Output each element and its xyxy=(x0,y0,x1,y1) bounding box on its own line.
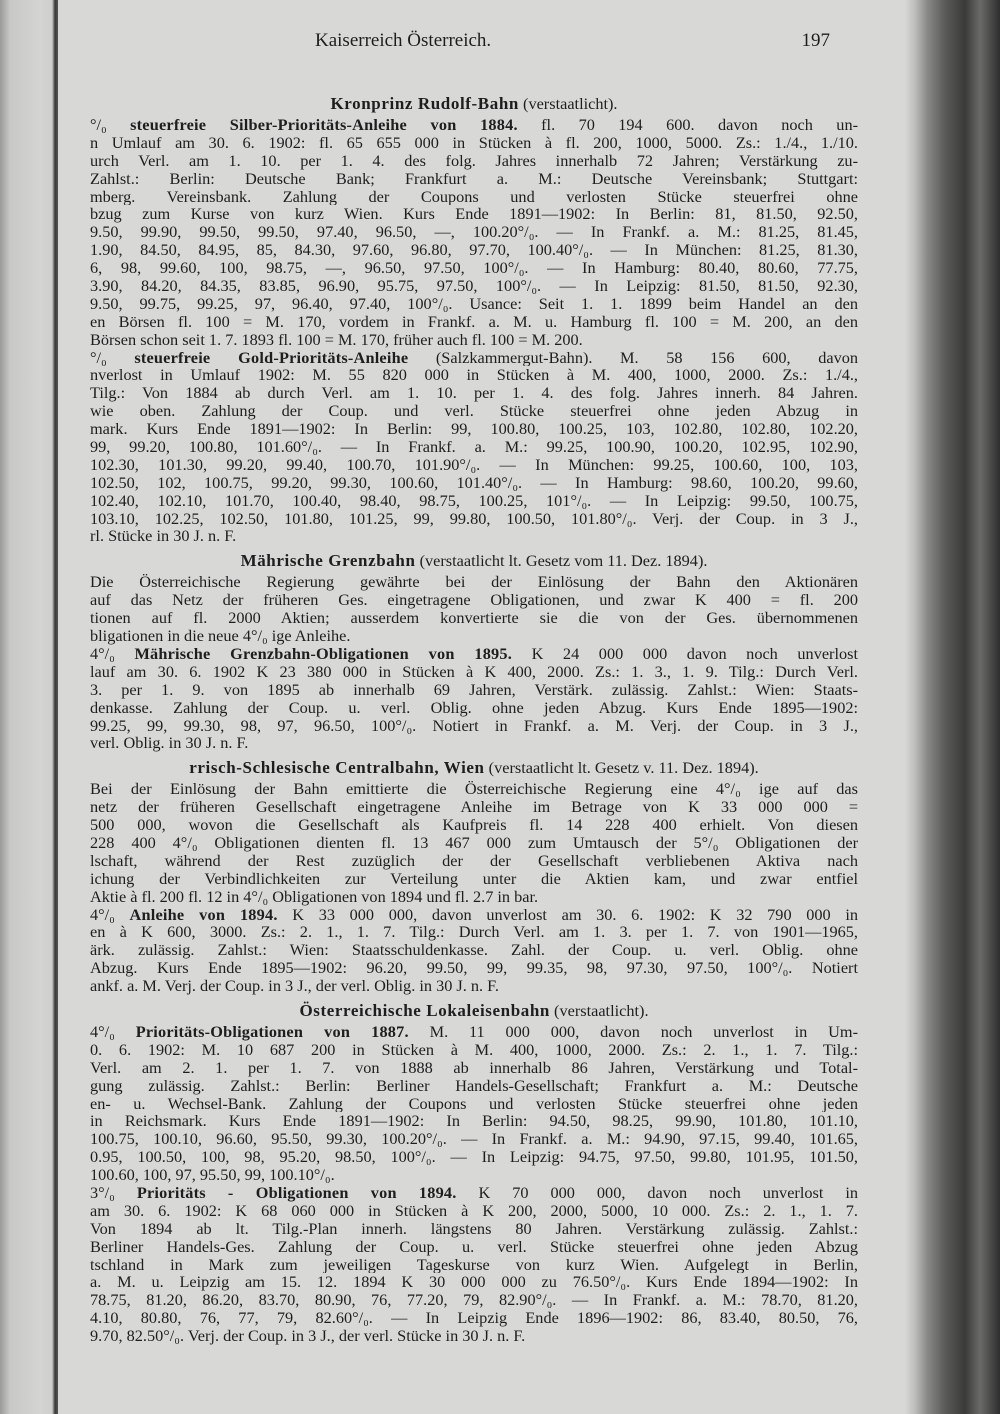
running-header xyxy=(100,30,830,56)
text-line xyxy=(90,816,858,834)
text-line xyxy=(90,1238,858,1256)
text-line xyxy=(90,699,858,717)
text-segment: denkasse. Zahlung der Coup. u. verl. Oblig. ohne jeden Abzug. Kurs Ende 1895—1902: xyxy=(90,698,858,717)
text-segment: Die Österreichische Regierung gewährte bei der Einlösung der Bahn den Aktionären xyxy=(90,573,858,592)
text-segment: 500 000, wovon die Gesellschaft als Kaufpreis fl. 14 228 400 erhielt. Von diesen xyxy=(90,816,858,834)
text-segment: °/₀ xyxy=(90,116,131,134)
text-line xyxy=(90,1095,858,1113)
bond-title: Prioritäts - Obligationen von 1894. xyxy=(136,1183,457,1202)
text-segment: Abzug. Kurs Ende 1895—1902: 96.20, 99.50, 99, 99.35, 98, 97.30, 97.50, 100°/₀. Notiert xyxy=(90,959,858,978)
section-heading xyxy=(90,94,858,113)
text-segment: 228 400 4°/₀ Obligationen dienten fl. 13 467 000 zum Umtausch der 5°/₀ Obligationen der xyxy=(90,833,858,852)
running-title: Kaiserreich Österreich. xyxy=(315,30,492,51)
text-segment: (Salzkammergut-Bahn). M. 58 156 600, davon xyxy=(408,348,858,367)
text-line xyxy=(90,116,858,134)
text-line xyxy=(90,627,858,645)
text-segment: verl. Oblig. in 30 J. n. F. xyxy=(90,734,249,753)
text-line xyxy=(90,1166,858,1184)
text-segment: Von 1894 ab lt. Tilg.-Plan innerh. längstens 80 Jahren. Verstärkung zulässig. Zahlst.: xyxy=(90,1219,858,1238)
text-segment: 9.70, 82.50°/₀. Verj. der Coup. in 3 J., der verl. Stücke in 30 J. n. F. xyxy=(90,1327,526,1345)
book-binding-gutter xyxy=(0,0,58,1414)
page-body xyxy=(90,88,858,1349)
text-segment: tionen auf fl. 2000 Aktien; ausserdem konvertierte sie die von der Ges. übernommenen xyxy=(90,609,858,628)
section-heading xyxy=(90,551,858,570)
text-segment: 100.60, 100, 97, 95.50, 99, 100.10°/₀. xyxy=(90,1166,335,1184)
text-segment: 9.50, 99.90, 99.50, 99.50, 97.40, 96.50, —, 100.20°/₀. — In Frankf. a. M.: 81.25, 81.45, xyxy=(90,223,858,242)
text-segment: 4°/₀ xyxy=(90,644,135,663)
text-segment: Börsen schon seit 1. 7. 1893 fl. 100 = M. 170, früher auch fl. 100 = M. 200. xyxy=(90,330,583,349)
text-line xyxy=(90,349,858,367)
text-segment: 99.25, 99, 99.30, 98, 97, 96.50, 100°/₀. Notiert in Frankf. a. M. Verj. der Coup. in 3 J., xyxy=(90,716,858,735)
text-line xyxy=(90,1059,858,1077)
text-line xyxy=(90,1273,858,1291)
text-line xyxy=(90,852,858,870)
text-segment: bligationen in die neue 4°/₀ ige Anleihe. xyxy=(90,627,351,645)
text-line xyxy=(90,1077,858,1095)
railway-section xyxy=(90,1001,858,1345)
company-status: (verstaatlicht lt. Gesetz vom 11. Dez. 1894). xyxy=(415,551,708,571)
text-line xyxy=(90,420,858,438)
text-segment: 78.75, 81.20, 86.20, 83.70, 80.90, 76, 77.20, 79, 82.90°/₀. — In Frankf. a. M.: 78.70, 81.20, xyxy=(90,1291,858,1310)
text-segment: fl. 70 194 600. davon noch un- xyxy=(517,116,858,134)
text-segment: tschland in Mark zum jeweiligen Tageskurse von kurz Wien. Aufgelegt in Berlin, xyxy=(90,1255,858,1274)
text-line xyxy=(90,1130,858,1148)
text-segment: ankf. a. M. Verj. der Coup. in 3 J., der verl. Oblig. in 30 J. n. F. xyxy=(90,977,500,995)
text-line xyxy=(90,295,858,313)
text-segment: Bei der Einlösung der Bahn emittierte die Österreichische Regierung eine 4°/₀ ige auf das xyxy=(90,780,858,799)
text-line xyxy=(90,188,858,206)
text-segment: lschaft, während der Rest zuzüglich der der Gesellschaft verbliebenen Aktiva nach xyxy=(90,851,858,870)
text-segment: K 70 000 000, davon noch unverlost in xyxy=(456,1183,858,1202)
company-name: rrisch-Schlesische Centralbahn, Wien xyxy=(189,758,485,778)
text-segment: Aktie à fl. 200 fl. 12 in 4°/₀ Obligationen von 1894 und fl. 2.7 in bar. xyxy=(90,887,539,906)
page-number: 197 xyxy=(801,30,830,51)
text-segment: Tilg.: Von 1884 ab durch Verl. am 1. 10. per 1. 4. des folg. Jahres innerh. 84 Jahren. xyxy=(90,384,858,403)
text-segment: mark. Kurs Ende 1891—1902: In Berlin: 99, 100.80, 100.25, 103, 102.80, 102.80, 102.20, xyxy=(90,420,858,439)
text-segment: 4.10, 80.80, 76, 77, 79, 82.60°/₀. — In Leipzig Ende 1896—1902: 86, 83.40, 80.50, 76, xyxy=(90,1309,858,1328)
section-heading xyxy=(90,758,858,777)
text-line xyxy=(90,941,858,959)
text-segment: 102.50, 102, 100.75, 99.20, 99.30, 100.60, 101.40°/₀. — In Hamburg: 98.60, 100.20, 99.60, xyxy=(90,473,858,492)
bond-title: steuerfreie Gold-Prioritäts-Anleihe xyxy=(134,348,409,367)
text-segment: Zahlst.: Berlin: Deutsche Bank; Frankfurt a. M.: Deutsche Vereinsbank; Stuttgart: xyxy=(90,169,858,188)
text-line xyxy=(90,1291,858,1309)
text-segment: K 33 000 000, davon unverlost am 30. 6. 1902: K 32 790 000 in xyxy=(277,905,858,924)
text-line xyxy=(90,331,858,349)
text-line xyxy=(90,277,858,295)
text-line xyxy=(90,1220,858,1238)
text-line xyxy=(90,205,858,223)
company-status: (verstaatlicht). xyxy=(549,1000,649,1020)
bond-title: Prioritäts-Obligationen von 1887. xyxy=(135,1022,409,1041)
railway-section xyxy=(90,551,858,752)
text-line xyxy=(90,1184,858,1202)
text-segment: 4°/₀ xyxy=(90,1022,136,1041)
page-edge-shadow xyxy=(905,0,1000,1414)
text-line xyxy=(90,402,858,420)
text-line xyxy=(90,959,858,977)
text-segment: 102.40, 102.10, 101.70, 100.40, 98.40, 98.75, 100.25, 101°/₀. — In Leipzig: 99.50, 100.75, xyxy=(90,491,858,510)
section-heading xyxy=(90,1001,858,1020)
text-line xyxy=(90,977,858,995)
text-segment: wie oben. Zahlung der Coup. und verl. Stücke steuerfrei ohne jeden Abzug in xyxy=(90,402,858,421)
text-line xyxy=(90,313,858,331)
text-segment: gung zulässig. Zahlst.: Berlin: Berliner Handels-Gesellschaft; Frankfurt a. M.: Deutsche xyxy=(90,1076,858,1095)
bond-title: Mährische Grenzbahn-Obligationen von 1895. xyxy=(134,644,513,663)
text-line xyxy=(90,717,858,735)
text-line xyxy=(90,366,858,384)
bond-title: Anleihe von 1894. xyxy=(129,905,278,924)
company-name: Kronprinz Rudolf-Bahn xyxy=(330,94,519,113)
text-line xyxy=(90,1148,858,1166)
text-segment: Berliner Handels-Ges. Zahlung der Coup. u. verl. Stücke steuerfrei ohne jeden Abzug xyxy=(90,1237,858,1256)
text-line xyxy=(90,492,858,510)
company-name: Mährische Grenzbahn xyxy=(240,551,416,571)
text-segment: lauf am 30. 6. 1902 K 23 380 000 in Stücken à K 400, 2000. Zs.: 1. 3., 1. 9. Tilg.: Durch Verl. xyxy=(90,662,858,681)
text-line xyxy=(90,456,858,474)
text-line xyxy=(90,645,858,663)
text-line xyxy=(90,438,858,456)
text-segment: Verl. am 2. 1. per 1. 7. von 1888 ab innerhalb 86 Jahren, Verstärkung und Total- xyxy=(90,1058,858,1077)
text-line xyxy=(90,1309,858,1327)
text-segment: 3. per 1. 9. von 1895 ab innerhalb 69 Jahren, Verstärk. zulässig. Zahlst.: Wien: Staats- xyxy=(90,680,858,699)
text-line xyxy=(90,681,858,699)
text-line xyxy=(90,906,858,924)
text-line xyxy=(90,1327,858,1345)
text-line xyxy=(90,241,858,259)
text-line xyxy=(90,134,858,152)
text-segment: 100.75, 100.10, 96.60, 95.50, 99.30, 100.20°/₀. — In Frankf. a. M.: 94.90, 97.15, 99.40, 101.65, xyxy=(90,1130,858,1149)
text-segment: bzug zum Kurse von kurz Wien. Kurs Ende 1891—1902: In Berlin: 81, 81.50, 92.50, xyxy=(90,205,858,224)
text-line xyxy=(90,510,858,528)
text-segment: ichung der Verbindlichkeiten zur Verteilung unter die Aktien kam, und zwar entfiel xyxy=(90,869,858,888)
text-segment: n Umlauf am 30. 6. 1902: fl. 65 655 000 in Stücken à fl. 200, 1000, 5000. Zs.: 1./4., 1./10. xyxy=(90,133,858,152)
railway-section xyxy=(90,94,858,545)
company-name: Österreichische Lokaleisenbahn xyxy=(299,1000,550,1020)
bond-title: steuerfreie Silber-Prioritäts-Anleihe von 1884. xyxy=(130,116,518,134)
company-status: (verstaatlicht lt. Gesetz v. 11. Dez. 1894). xyxy=(484,758,759,778)
text-line xyxy=(90,888,858,906)
text-segment: K 24 000 000 davon noch unverlost xyxy=(512,644,858,663)
text-segment: 1.90, 84.50, 84.95, 85, 84.30, 97.60, 96.80, 97.70, 100.40°/₀. — In München: 81.25, 81.30, xyxy=(90,241,858,260)
text-line xyxy=(90,1023,858,1041)
text-segment: 102.30, 101.30, 99.20, 99.40, 100.70, 101.90°/₀. — In München: 99.25, 100.60, 100, 103, xyxy=(90,455,858,474)
text-segment: 99, 99.20, 100.80, 101.60°/₀. — In Frankf. a. M.: 99.25, 100.90, 100.20, 102.95, 102.90, xyxy=(90,438,858,456)
text-line xyxy=(90,170,858,188)
text-line xyxy=(90,152,858,170)
text-line xyxy=(90,780,858,798)
text-segment: 9.50, 99.75, 99.25, 97, 96.40, 97.40, 100°/₀. Usance: Seit 1. 1. 1899 beim Handel an den xyxy=(90,294,858,313)
text-line xyxy=(90,591,858,609)
text-line xyxy=(90,259,858,277)
text-segment: 3°/₀ xyxy=(90,1183,137,1202)
text-segment: en Börsen fl. 100 = M. 170, vordem in Frankf. a. M. u. Hamburg fl. 100 = M. 200, an den xyxy=(90,312,858,331)
text-segment: rl. Stücke in 30 J. n. F. xyxy=(90,527,237,546)
text-line xyxy=(90,734,858,752)
text-segment: 103.10, 102.25, 102.50, 101.80, 101.25, 99, 99.80, 100.50, 101.80°/₀. Verj. der Coup. in 3 J., xyxy=(90,509,858,528)
text-segment: in Reichsmark. Kurs Ende 1891—1902: In Berlin: 94.50, 98.25, 99.90, 101.80, 101.10, xyxy=(90,1112,858,1131)
text-segment: 3.90, 84.20, 84.35, 83.85, 96.90, 95.75, 97.50, 100°/₀. — In Leipzig: 81.50, 81.50, 92.30, xyxy=(90,277,858,295)
text-line xyxy=(90,834,858,852)
text-segment: 0.95, 100.50, 100, 98, 95.20, 98.50, 100°/₀. — In Leipzig: 94.75, 97.50, 99.80, 101.95, 101.50, xyxy=(90,1148,858,1167)
text-segment: a. M. u. Leipzig am 15. 12. 1894 K 30 000 000 zu 76.50°/₀. Kurs Ende 1894—1902: In xyxy=(90,1273,858,1292)
text-line xyxy=(90,1256,858,1274)
company-status: (verstaatlicht). xyxy=(518,94,618,113)
text-segment: nverlost in Umlauf 1902: M. 55 820 000 in Stücken à M. 400, 1000, 2000. Zs.: 1./4., xyxy=(90,366,858,385)
text-line xyxy=(90,474,858,492)
text-segment: mberg. Vereinsbank. Zahlung der Coupons und verlosten Stücke steuerfrei ohne xyxy=(90,187,858,206)
text-line xyxy=(90,527,858,545)
text-segment: en- u. Wechsel-Bank. Zahlung der Coupons und verlosten Stücke steuerfrei ohne jeden xyxy=(90,1094,858,1113)
text-line xyxy=(90,1202,858,1220)
text-segment: auf das Netz der früheren Ges. eingetragene Obligationen, und zwar K 400 = fl. 200 xyxy=(90,591,858,610)
text-segment: urch Verl. am 1. 10. per 1. 4. des folg. Jahres innerhalb 72 Jahren; Verstärkung zu- xyxy=(90,151,858,170)
text-segment: 4°/₀ xyxy=(90,905,130,924)
text-segment: am 30. 6. 1902: K 68 060 000 in Stücken à K 200, 2000, 5000, 10 000. Zs.: 2. 1., 1. 7. xyxy=(90,1201,858,1220)
text-segment: ärk. zulässig. Zahlst.: Wien: Staatsschuldenkasse. Zahl. der Coup. u. verl. Oblig. ohne xyxy=(90,941,858,960)
text-line xyxy=(90,1041,858,1059)
text-line xyxy=(90,1112,858,1130)
text-line xyxy=(90,798,858,816)
text-segment: °/₀ xyxy=(90,348,135,367)
text-line xyxy=(90,573,858,591)
text-line xyxy=(90,223,858,241)
text-line xyxy=(90,609,858,627)
text-segment: netz der früheren Gesellschaft eingetragene Anleihe im Betrage von K 33 000 000 = xyxy=(90,798,858,817)
text-segment: M. 11 000 000, davon noch unverlost in Um- xyxy=(408,1022,858,1041)
text-segment: en à K 600, 3000. Zs.: 2. 1., 1. 7. Tilg.: Durch Verl. am 1. 3. per 1. 7. von 1901—1965, xyxy=(90,923,858,942)
text-line xyxy=(90,923,858,941)
railway-section xyxy=(90,758,858,995)
text-line xyxy=(90,384,858,402)
text-segment: 6, 98, 99.60, 100, 98.75, —, 96.50, 97.50, 100°/₀. — In Hamburg: 80.40, 80.60, 77.75, xyxy=(90,259,858,278)
text-line xyxy=(90,663,858,681)
text-segment: 0. 6. 1902: M. 10 687 200 in Stücken à M. 400, 1000, 2000. Zs.: 2. 1., 1. 7. Tilg.: xyxy=(90,1040,858,1059)
text-line xyxy=(90,870,858,888)
